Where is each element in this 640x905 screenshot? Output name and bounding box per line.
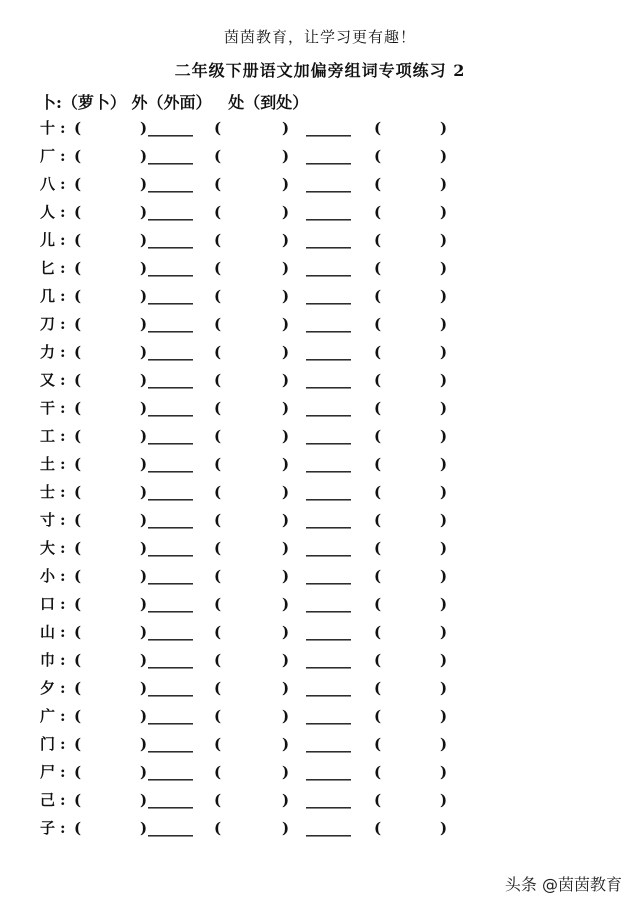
close-paren-3: ) (440, 483, 448, 501)
close-paren-1: ) (140, 483, 148, 501)
exercise-row (0, 424, 640, 448)
dash-line-2: ______ (306, 175, 351, 193)
example-word-1: （萝卜） (61, 93, 126, 112)
close-paren-2: ) (282, 567, 290, 585)
open-paren-1: ( (74, 455, 82, 473)
open-paren-2: ( (214, 819, 222, 837)
row-colon: : (60, 651, 66, 669)
row-radical: 又 (40, 371, 56, 389)
open-paren-3: ( (374, 399, 382, 417)
close-paren-2: ) (282, 623, 290, 641)
open-paren-2: ( (214, 651, 222, 669)
open-paren-2: ( (214, 427, 222, 445)
close-paren-1: ) (140, 595, 148, 613)
close-paren-3: ) (440, 567, 448, 585)
close-paren-2: ) (282, 483, 290, 501)
dash-line-2: ______ (306, 343, 351, 361)
open-paren-2: ( (214, 231, 222, 249)
page-title: 二年级下册语文加偏旁组词专项练习 2 (174, 61, 466, 80)
dash-line-1: ______ (148, 511, 193, 529)
row-colon: : (60, 147, 66, 165)
row-radical: 巾 (40, 651, 56, 669)
exercise-row (0, 256, 640, 280)
close-paren-1: ) (140, 399, 148, 417)
open-paren-3: ( (374, 735, 382, 753)
row-radical: 己 (40, 791, 56, 809)
open-paren-1: ( (74, 427, 82, 445)
open-paren-3: ( (374, 511, 382, 529)
open-paren-1: ( (74, 763, 82, 781)
row-colon: : (60, 427, 66, 445)
row-colon: : (60, 595, 66, 613)
row-colon: : (60, 399, 66, 417)
close-paren-1: ) (140, 791, 148, 809)
dash-line-2: ______ (306, 567, 351, 585)
dash-line-2: ______ (306, 371, 351, 389)
open-paren-3: ( (374, 343, 382, 361)
open-paren-2: ( (214, 791, 222, 809)
close-paren-3: ) (440, 539, 448, 557)
exercise-row (0, 144, 640, 168)
open-paren-3: ( (374, 427, 382, 445)
row-radical: 十 (40, 119, 56, 137)
dash-line-2: ______ (306, 651, 351, 669)
open-paren-1: ( (74, 119, 82, 137)
dash-line-1: ______ (148, 679, 193, 697)
open-paren-2: ( (214, 203, 222, 221)
exercise-row (0, 564, 640, 588)
exercise-row (0, 480, 640, 504)
row-colon: : (60, 371, 66, 389)
open-paren-2: ( (214, 455, 222, 473)
close-paren-2: ) (282, 735, 290, 753)
dash-line-1: ______ (148, 287, 193, 305)
exercise-row (0, 592, 640, 616)
exercise-row (0, 536, 640, 560)
open-paren-3: ( (374, 791, 382, 809)
open-paren-2: ( (214, 679, 222, 697)
open-paren-2: ( (214, 119, 222, 137)
row-colon: : (60, 623, 66, 641)
open-paren-1: ( (74, 399, 82, 417)
open-paren-1: ( (74, 483, 82, 501)
close-paren-3: ) (440, 735, 448, 753)
row-radical: 广 (40, 707, 56, 725)
close-paren-3: ) (440, 371, 448, 389)
exercise-row (0, 732, 640, 756)
close-paren-1: ) (140, 259, 148, 277)
close-paren-1: ) (140, 819, 148, 837)
dash-line-1: ______ (148, 343, 193, 361)
close-paren-3: ) (440, 399, 448, 417)
close-paren-1: ) (140, 315, 148, 333)
open-paren-1: ( (74, 371, 82, 389)
close-paren-1: ) (140, 651, 148, 669)
close-paren-2: ) (282, 175, 290, 193)
open-paren-2: ( (214, 539, 222, 557)
row-radical: 干 (40, 399, 56, 417)
dash-line-1: ______ (148, 623, 193, 641)
open-paren-3: ( (374, 651, 382, 669)
open-paren-1: ( (74, 539, 82, 557)
row-colon: : (60, 175, 66, 193)
dash-line-2: ______ (306, 399, 351, 417)
close-paren-2: ) (282, 679, 290, 697)
close-paren-1: ) (140, 371, 148, 389)
open-paren-1: ( (74, 175, 82, 193)
close-paren-3: ) (440, 791, 448, 809)
dash-line-1: ______ (148, 763, 193, 781)
dash-line-1: ______ (148, 175, 193, 193)
dash-line-1: ______ (148, 539, 193, 557)
row-colon: : (60, 539, 66, 557)
close-paren-2: ) (282, 315, 290, 333)
watermark: 头条 @茵茵教育 (504, 875, 622, 894)
row-colon: : (60, 287, 66, 305)
open-paren-3: ( (374, 707, 382, 725)
dash-line-2: ______ (306, 483, 351, 501)
exercise-row (0, 508, 640, 532)
close-paren-2: ) (282, 763, 290, 781)
open-paren-1: ( (74, 791, 82, 809)
open-paren-3: ( (374, 539, 382, 557)
open-paren-1: ( (74, 735, 82, 753)
row-colon: : (60, 511, 66, 529)
open-paren-3: ( (374, 315, 382, 333)
close-paren-1: ) (140, 567, 148, 585)
row-radical: 尸 (40, 763, 56, 781)
open-paren-2: ( (214, 567, 222, 585)
dash-line-1: ______ (148, 427, 193, 445)
dash-line-1: ______ (148, 119, 193, 137)
open-paren-2: ( (214, 707, 222, 725)
open-paren-3: ( (374, 259, 382, 277)
close-paren-3: ) (440, 679, 448, 697)
close-paren-2: ) (282, 259, 290, 277)
close-paren-1: ) (140, 707, 148, 725)
open-paren-1: ( (74, 679, 82, 697)
open-paren-1: ( (74, 595, 82, 613)
open-paren-3: ( (374, 371, 382, 389)
open-paren-1: ( (74, 623, 82, 641)
exercise-row (0, 284, 640, 308)
open-paren-2: ( (214, 399, 222, 417)
close-paren-3: ) (440, 455, 448, 473)
row-radical: 儿 (40, 231, 56, 249)
close-paren-2: ) (282, 147, 290, 165)
example-word-3: （到处） (244, 93, 309, 112)
close-paren-1: ) (140, 147, 148, 165)
open-paren-1: ( (74, 819, 82, 837)
dash-line-2: ______ (306, 707, 351, 725)
close-paren-3: ) (440, 119, 448, 137)
open-paren-3: ( (374, 455, 382, 473)
dash-line-2: ______ (306, 791, 351, 809)
row-radical: 几 (40, 287, 56, 305)
row-radical: 土 (40, 455, 56, 473)
row-radical: 人 (40, 203, 56, 221)
open-paren-3: ( (374, 595, 382, 613)
open-paren-3: ( (374, 763, 382, 781)
close-paren-2: ) (282, 343, 290, 361)
dash-line-1: ______ (148, 147, 193, 165)
open-paren-2: ( (214, 735, 222, 753)
dash-line-2: ______ (306, 147, 351, 165)
close-paren-1: ) (140, 735, 148, 753)
close-paren-1: ) (140, 175, 148, 193)
open-paren-1: ( (74, 231, 82, 249)
row-colon: : (60, 259, 66, 277)
dash-line-1: ______ (148, 651, 193, 669)
open-paren-3: ( (374, 819, 382, 837)
close-paren-3: ) (440, 147, 448, 165)
exercise-row (0, 116, 640, 140)
dash-line-2: ______ (306, 231, 351, 249)
close-paren-1: ) (140, 427, 148, 445)
dash-line-2: ______ (306, 455, 351, 473)
example-char-3: 处 (228, 93, 245, 112)
open-paren-3: ( (374, 203, 382, 221)
dash-line-2: ______ (306, 539, 351, 557)
row-colon: : (60, 763, 66, 781)
open-paren-2: ( (214, 147, 222, 165)
close-paren-2: ) (282, 651, 290, 669)
close-paren-1: ) (140, 455, 148, 473)
dash-line-1: ______ (148, 203, 193, 221)
row-colon: : (60, 119, 66, 137)
dash-line-1: ______ (148, 259, 193, 277)
example-radical: 卜 (40, 93, 57, 112)
row-radical: 大 (40, 539, 56, 557)
close-paren-2: ) (282, 455, 290, 473)
close-paren-3: ) (440, 623, 448, 641)
close-paren-1: ) (140, 343, 148, 361)
close-paren-2: ) (282, 427, 290, 445)
example-colon: : (56, 93, 62, 112)
open-paren-2: ( (214, 763, 222, 781)
row-radical: 口 (40, 595, 56, 613)
open-paren-1: ( (74, 259, 82, 277)
row-radical: 小 (40, 567, 56, 585)
open-paren-2: ( (214, 315, 222, 333)
close-paren-1: ) (140, 763, 148, 781)
dash-line-1: ______ (148, 707, 193, 725)
row-radical: 山 (40, 623, 56, 641)
open-paren-1: ( (74, 147, 82, 165)
close-paren-3: ) (440, 343, 448, 361)
dash-line-1: ______ (148, 231, 193, 249)
dash-line-2: ______ (306, 119, 351, 137)
row-radical: 门 (40, 735, 56, 753)
close-paren-3: ) (440, 595, 448, 613)
row-colon: : (60, 455, 66, 473)
row-colon: : (60, 231, 66, 249)
close-paren-3: ) (440, 203, 448, 221)
exercise-row (0, 648, 640, 672)
close-paren-2: ) (282, 539, 290, 557)
dash-line-1: ______ (148, 735, 193, 753)
close-paren-3: ) (440, 231, 448, 249)
exercise-row (0, 172, 640, 196)
dash-line-1: ______ (148, 819, 193, 837)
close-paren-2: ) (282, 203, 290, 221)
dash-line-2: ______ (306, 287, 351, 305)
open-paren-1: ( (74, 315, 82, 333)
row-colon: : (60, 343, 66, 361)
close-paren-1: ) (140, 623, 148, 641)
close-paren-3: ) (440, 175, 448, 193)
close-paren-2: ) (282, 119, 290, 137)
dash-line-1: ______ (148, 567, 193, 585)
exercise-row (0, 760, 640, 784)
dash-line-2: ______ (306, 735, 351, 753)
open-paren-3: ( (374, 231, 382, 249)
dash-line-1: ______ (148, 315, 193, 333)
exercise-row (0, 200, 640, 224)
row-radical: 夕 (40, 679, 56, 697)
row-radical: 工 (40, 427, 56, 445)
open-paren-3: ( (374, 147, 382, 165)
open-paren-2: ( (214, 623, 222, 641)
row-colon: : (60, 707, 66, 725)
row-colon: : (60, 791, 66, 809)
close-paren-2: ) (282, 791, 290, 809)
close-paren-1: ) (140, 231, 148, 249)
close-paren-2: ) (282, 287, 290, 305)
row-colon: : (60, 819, 66, 837)
exercise-row (0, 676, 640, 700)
row-radical: 子 (40, 819, 56, 837)
open-paren-1: ( (74, 203, 82, 221)
close-paren-1: ) (140, 511, 148, 529)
close-paren-3: ) (440, 511, 448, 529)
open-paren-3: ( (374, 679, 382, 697)
dash-line-2: ______ (306, 623, 351, 641)
dash-line-1: ______ (148, 371, 193, 389)
dash-line-1: ______ (148, 399, 193, 417)
row-radical: 匕 (40, 259, 56, 277)
close-paren-3: ) (440, 763, 448, 781)
example-word-2: （外面） (147, 93, 212, 112)
row-radical: 寸 (40, 511, 56, 529)
dash-line-1: ______ (148, 791, 193, 809)
open-paren-3: ( (374, 119, 382, 137)
dash-line-1: ______ (148, 595, 193, 613)
row-radical: 刀 (40, 315, 56, 333)
close-paren-3: ) (440, 287, 448, 305)
close-paren-3: ) (440, 259, 448, 277)
open-paren-2: ( (214, 483, 222, 501)
dash-line-1: ______ (148, 483, 193, 501)
dash-line-2: ______ (306, 315, 351, 333)
close-paren-3: ) (440, 819, 448, 837)
close-paren-2: ) (282, 819, 290, 837)
close-paren-1: ) (140, 203, 148, 221)
row-radical: 八 (40, 175, 56, 193)
dash-line-2: ______ (306, 511, 351, 529)
row-radical: 厂 (40, 147, 56, 165)
row-colon: : (60, 483, 66, 501)
row-colon: : (60, 735, 66, 753)
exercise-row (0, 704, 640, 728)
row-radical: 力 (40, 343, 56, 361)
open-paren-3: ( (374, 483, 382, 501)
example-char-2: 外 (131, 93, 148, 112)
open-paren-2: ( (214, 259, 222, 277)
exercise-row (0, 396, 640, 420)
open-paren-3: ( (374, 567, 382, 585)
close-paren-2: ) (282, 707, 290, 725)
open-paren-1: ( (74, 287, 82, 305)
row-colon: : (60, 203, 66, 221)
row-colon: : (60, 679, 66, 697)
close-paren-3: ) (440, 707, 448, 725)
open-paren-1: ( (74, 511, 82, 529)
dash-line-2: ______ (306, 595, 351, 613)
open-paren-2: ( (214, 175, 222, 193)
row-colon: : (60, 567, 66, 585)
close-paren-2: ) (282, 595, 290, 613)
dash-line-2: ______ (306, 203, 351, 221)
close-paren-2: ) (282, 399, 290, 417)
close-paren-3: ) (440, 315, 448, 333)
close-paren-1: ) (140, 287, 148, 305)
exercise-row (0, 340, 640, 364)
open-paren-2: ( (214, 343, 222, 361)
exercise-row (0, 620, 640, 644)
dash-line-2: ______ (306, 819, 351, 837)
close-paren-2: ) (282, 511, 290, 529)
open-paren-2: ( (214, 371, 222, 389)
close-paren-3: ) (440, 427, 448, 445)
dash-line-2: ______ (306, 427, 351, 445)
exercise-row (0, 312, 640, 336)
close-paren-3: ) (440, 651, 448, 669)
row-colon: : (60, 315, 66, 333)
dash-line-2: ______ (306, 679, 351, 697)
close-paren-2: ) (282, 231, 290, 249)
close-paren-2: ) (282, 371, 290, 389)
row-radical: 士 (40, 483, 56, 501)
exercise-row (0, 228, 640, 252)
open-paren-3: ( (374, 287, 382, 305)
exercise-row (0, 452, 640, 476)
close-paren-1: ) (140, 539, 148, 557)
exercise-row (0, 788, 640, 812)
open-paren-3: ( (374, 175, 382, 193)
exercise-row (0, 368, 640, 392)
open-paren-1: ( (74, 707, 82, 725)
exercise-row (0, 816, 640, 840)
dash-line-2: ______ (306, 763, 351, 781)
header-slogan: 茵茵教育，让学习更有趣！ (223, 28, 416, 46)
open-paren-1: ( (74, 343, 82, 361)
open-paren-2: ( (214, 287, 222, 305)
dash-line-2: ______ (306, 259, 351, 277)
close-paren-1: ) (140, 119, 148, 137)
dash-line-1: ______ (148, 455, 193, 473)
close-paren-1: ) (140, 679, 148, 697)
open-paren-1: ( (74, 567, 82, 585)
open-paren-2: ( (214, 511, 222, 529)
open-paren-2: ( (214, 595, 222, 613)
open-paren-1: ( (74, 651, 82, 669)
open-paren-3: ( (374, 623, 382, 641)
